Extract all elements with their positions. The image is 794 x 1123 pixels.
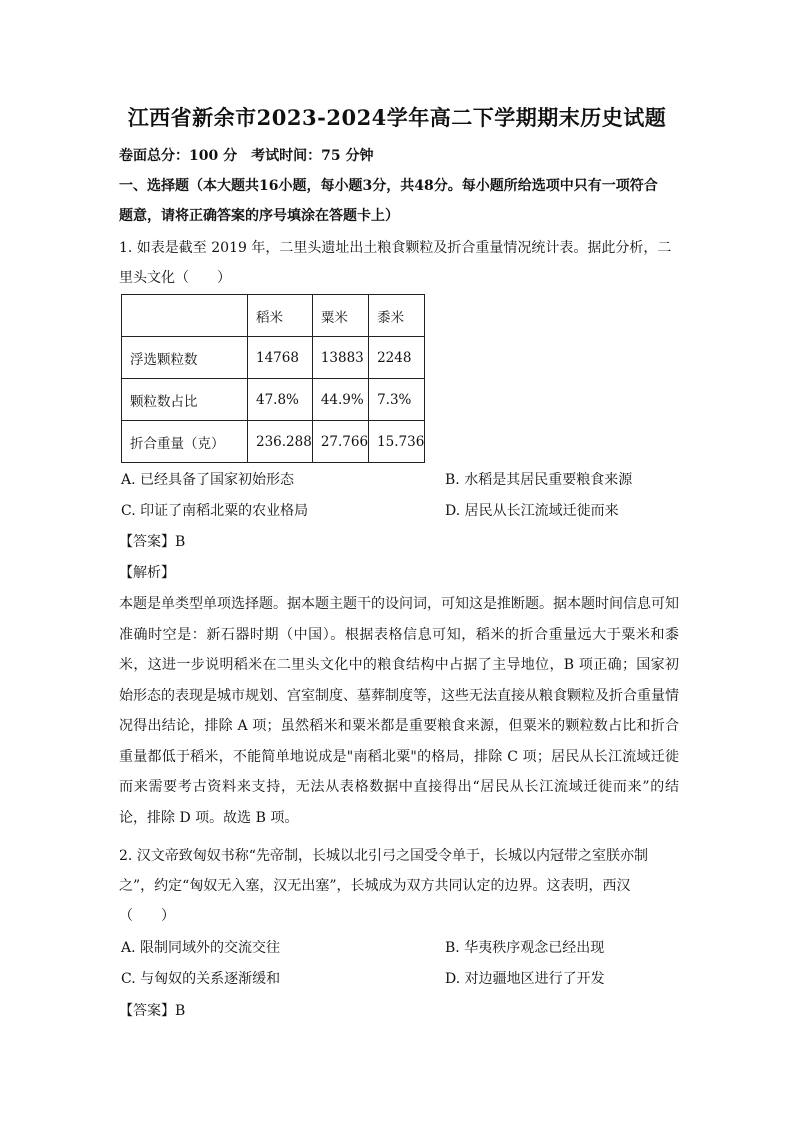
q1-analysis-text: 本题是单类型单项选择题。据本题主题干的设问词，可知这是推断题。据本题时间信息可知准确时空是：新石器时期（中国）。根据表格信息可知，稻米的折合重量远大于粟米和黍米，这进一步说明稻米在二里头文化中的粮食结构中占据了主导地位，B 项正确；国家初始形态的表现是城市规划、宫室制度、墓葬制度等，这些无法直接从粮食颗粒及折合重量情况得出结论，排除 A 项；虽然稻米和粟米都是重要粮食来源，但粟米的颗粒数占比和折合重量都低于稻米，不能简单地说成是"南稻北粟"的格局，排除 C 项；居民从长江流域迁徙而来需要考古资料来支持，无法从表格数据中直接得出“居民从长江流域迁徙而来”的结论，排除 D 项。故选 B 项。 (119, 596, 679, 826)
q1-option-a: A. 已经具备了国家初始形态 (121, 472, 295, 488)
q1-stem-line1: 1. 如表是截至 2019 年，二里头遗址出土粮食颗粒及折合重量情况统计表。据此分析，二 (119, 240, 672, 256)
table-row (122, 379, 425, 421)
section-heading-line2: 题意，请将正确答案的序号填涂在答题卡上） (119, 208, 399, 224)
q2-answer: 【答案】B (119, 1003, 186, 1019)
table-cell: 14768 (248, 337, 313, 379)
table-cell: 浮选颗粒数 (122, 337, 248, 379)
table-header-cell (122, 295, 248, 337)
q1-option-c: C. 印证了南稻北粟的农业格局 (121, 503, 309, 519)
q1-option-d: D. 居民从长江流域迁徙而来 (445, 503, 619, 519)
exam-info: 卷面总分：100 分 考试时间：75 分钟 (119, 148, 374, 164)
q1-option-b: B. 水稻是其居民重要粮食来源 (445, 472, 633, 488)
table-cell: 折合重量（克） (122, 421, 248, 463)
table-cell: 44.9% (312, 379, 368, 421)
q2-stem-line1: 2. 汉文帝致匈奴书称“先帝制，长城以北引弓之国受令单于，长城以内冠带之室朕亦制 (119, 848, 648, 864)
q2-stem-line3: （ ） (119, 908, 175, 924)
q1-analysis-label: 【解析】 (119, 565, 175, 581)
q1-stem-line2: 里头文化（ ） (119, 270, 231, 286)
q1-answer: 【答案】B (119, 534, 186, 550)
q2-option-c: C. 与匈奴的关系逐渐缓和 (121, 971, 281, 987)
table-header-cell: 稻米 (248, 295, 313, 337)
q2-option-d: D. 对边疆地区进行了开发 (445, 971, 605, 987)
table-cell: 27.766 (312, 421, 368, 463)
table-row (122, 421, 425, 463)
table-cell: 2248 (369, 337, 425, 379)
q2-option-a: A. 限制同域外的交流交往 (121, 940, 281, 956)
table-cell: 7.3% (369, 379, 425, 421)
table-cell: 236.288 (248, 421, 313, 463)
table-header-cell: 黍米 (369, 295, 425, 337)
table-header-row (122, 295, 425, 337)
table-row (122, 337, 425, 379)
table-cell: 15.736 (369, 421, 425, 463)
table-cell: 47.8% (248, 379, 313, 421)
page-title: 江西省新余市2023-2024学年高二下学期期末历史试题 (127, 105, 667, 130)
section-heading-line1: 一、选择题（本大题共16小题，每小题3分，共48分。每小题所给选项中只有一项符合 (119, 178, 658, 194)
table-cell: 13883 (312, 337, 368, 379)
q1-data-table (121, 294, 425, 463)
q2-option-b: B. 华夷秩序观念已经出现 (445, 940, 605, 956)
q2-stem-line2: 之”，约定“匈奴无入塞，汉无出塞”，长城成为双方共同认定的边界。这表明，西汉 (119, 878, 631, 894)
table-cell: 颗粒数占比 (122, 379, 248, 421)
table-header-cell: 粟米 (312, 295, 368, 337)
